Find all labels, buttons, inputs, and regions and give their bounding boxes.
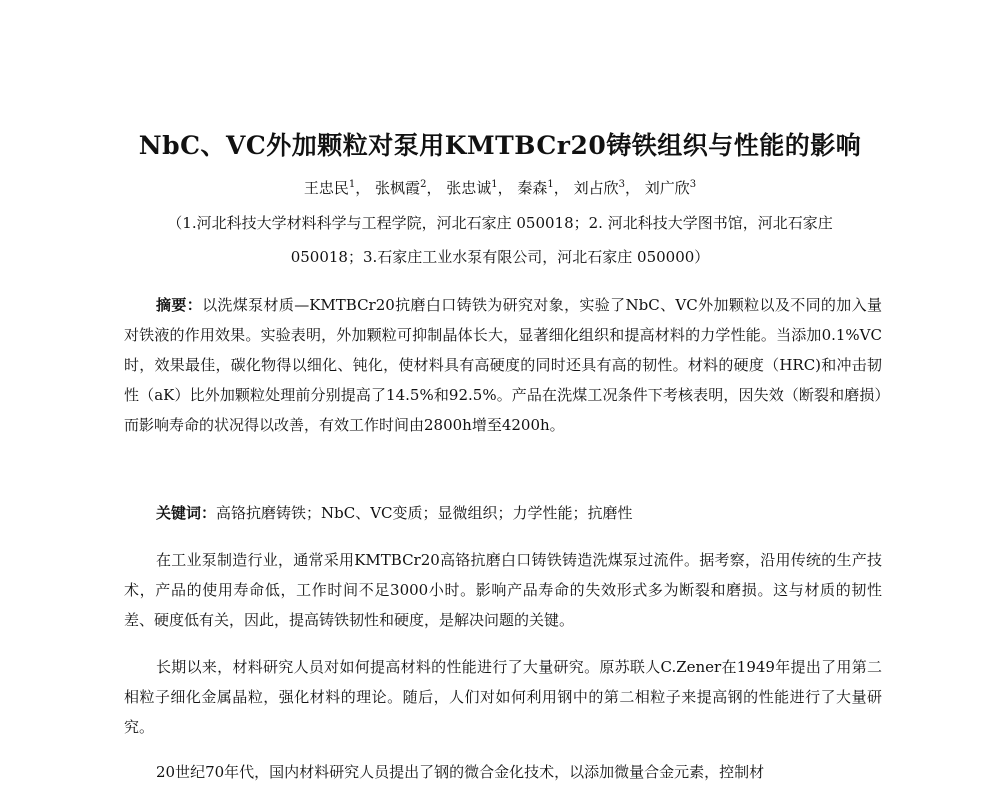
- abstract: [124, 290, 882, 440]
- author-name: 秦森: [517, 179, 548, 197]
- affiliation-line-2: 050018；3.石家庄工业水泵有限公司，河北石家庄 050000）: [290, 248, 710, 266]
- keywords-label: 关键词：: [156, 504, 217, 522]
- affiliation-mark: 1: [491, 179, 498, 190]
- abstract-text: 以洗煤泵材质—KMTBCr20抗磨白口铸铁为研究对象，实验了NbC、VC外加颗粒以及不同的加入量对铁液的作用效果。实验表明，外加颗粒可抑制晶体长大，显著细化组织和提高材料的力学性能。当添加0.1%VC时，效果最佳，碳化物得以细化、钝化，使材料具有高硬度的同时还具有高的韧性。材料的硬度（HRC)和冲击韧性（aK）比外加颗粒处理前分别提高了14.5%和92.5%。产品在洗煤工况条件下考核表明，因失效（断裂和磨损）而影响寿命的状况得以改善，有效工作时间由2800h增至4200h。: [124, 296, 882, 434]
- body-paragraph-3: 20世纪70年代，国内材料研究人员提出了钢的微合金化技术，以添加微量合金元素，控制材: [156, 763, 765, 781]
- author-name: 张枫霞: [375, 179, 421, 197]
- affiliation-mark: 3: [618, 179, 625, 190]
- author-name: 王忠民: [303, 179, 349, 197]
- affiliation-mark: 2: [420, 179, 427, 190]
- body-paragraph-2: 长期以来，材料研究人员对如何提高材料的性能进行了大量研究。原苏联人C.Zener在1949年提出了用第二相粒子细化金属晶粒，强化材料的理论。随后，人们对如何利用钢中的第二相粒子来提高钢的性能进行了大量研究。: [124, 658, 882, 736]
- paper-title: NbC、VC外加颗粒对泵用KMTBCr20铸铁组织与性能的影响: [138, 131, 862, 160]
- keywords: [124, 498, 882, 528]
- author-name: 张忠诚: [446, 179, 492, 197]
- affiliation-mark: 1: [547, 179, 554, 190]
- author-list: 王忠民$^1$， 张枫霞$^2$， 张忠诚$^1$， 秦森$^1$， 刘占欣$^3$， 刘广欣$^3$: [303, 179, 697, 197]
- author-name: 刘广欣: [644, 179, 690, 197]
- affiliation-mark: 1: [348, 179, 356, 190]
- keywords-text: 高铬抗磨铸铁；NbC、VC变质；显微组织；力学性能；抗磨性: [216, 504, 633, 522]
- affiliation-mark: 3: [689, 179, 697, 190]
- body-paragraph-1: 在工业泵制造行业，通常采用KMTBCr20高铬抗磨白口铸铁铸造洗煤泵过流件。据考察，沿用传统的生产技术，产品的使用寿命低，工作时间不足3000小时。影响产品寿命的失效形式多为断裂和磨损。这与材质的韧性差、硬度低有关，因此，提高铸铁韧性和硬度，是解决问题的关键。: [124, 551, 882, 629]
- affiliation-line-1: （1.河北科技大学材料科学与工程学院，河北石家庄 050018；2. 河北科技大学图书馆，河北石家庄: [167, 214, 833, 232]
- author-name: 刘占欣: [573, 179, 619, 197]
- abstract-label: 摘要：: [156, 296, 203, 314]
